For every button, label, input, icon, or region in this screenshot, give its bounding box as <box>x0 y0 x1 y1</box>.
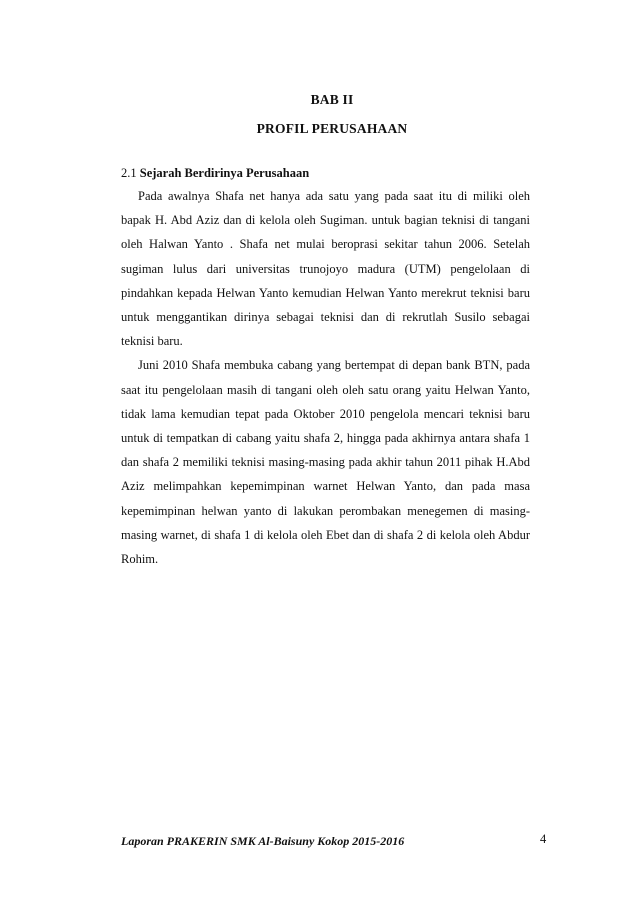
paragraph-2: Juni 2010 Shafa membuka cabang yang bertempat di depan bank BTN, pada saat itu pengelolaan masih di tangani oleh oleh satu orang yaitu Helwan Yanto, tidak lama kemudian tepat pada Oktober 2010 pengelola mencari teknisi baru untuk di tempatkan di cabang yaitu shafa 2, hingga pada akhirnya antara shafa 1 dan shafa 2 memiliki teknisi masing-masing pada akhir tahun 2011 pihak H.Abd Aziz melimpahkan kepemimpinan warnet Helwan Yanto, dan pada masa kepemimpinan helwan yanto di lakukan perombakan menegemen di masing-masing warnet, di shafa 1 di kelola oleh Ebet dan di shafa 2 di kelola oleh Abdur Rohim. <box>121 358 530 567</box>
section-title: Sejarah Berdirinya Perusahaan <box>139 166 310 180</box>
chapter-label: BAB II <box>310 92 354 107</box>
paragraph-1: Pada awalnya Shafa net hanya ada satu yang pada saat itu di miliki oleh bapak H. Abd Aziz dan di kelola oleh Sugiman. untuk bagian teknisi di tangani oleh Halwan Yanto . Shafa net mulai beroprasi sekitar tahun 2006. Setelah sugiman lulus dari universitas trunojoyo madura (UTM) pengelolaan di pindahkan kepada Helwan Yanto kemudian Helwan Yanto merekrut teknisi baru untuk menggantikan dirinya sebagai teknisi dan di rekrutlah Susilo sebagai teknisi baru. <box>121 189 530 349</box>
body-text <box>121 184 530 571</box>
footer-text: Laporan PRAKERIN SMK Al-Baisuny Kokop 2015-2016 <box>121 834 405 848</box>
section-heading <box>121 166 309 181</box>
page-number: 4 <box>540 832 547 846</box>
section-number: 2.1 <box>121 166 137 180</box>
chapter-title: PROFIL PERUSAHAAN <box>256 121 408 136</box>
